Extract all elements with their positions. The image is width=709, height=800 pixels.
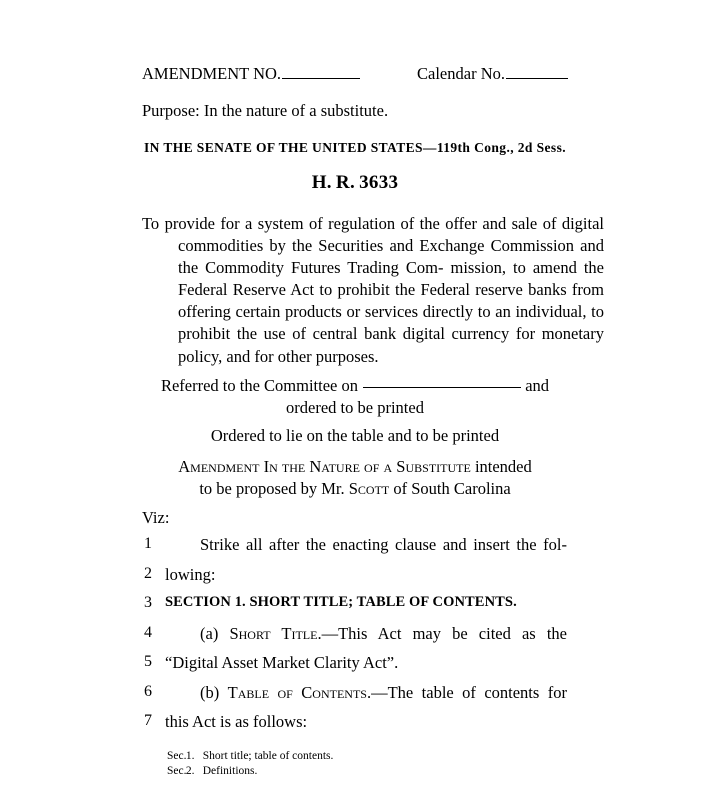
numbered-line (0, 683, 709, 713)
toc-sec-title: Definitions. (202, 764, 258, 777)
line-number: 3 (144, 594, 152, 611)
bill-number: H. R. 3633 (311, 172, 399, 193)
proposed-by-suffix: of South Carolina (389, 479, 511, 498)
subsection-caption: Short Title (229, 623, 318, 643)
numbered-line (0, 535, 709, 565)
line-number: 6 (144, 682, 152, 700)
long-title-line-3: Commission and the Commodity Futures Trading Com- (178, 236, 605, 278)
line-text: lowing: (165, 564, 216, 584)
amendment-heading-tail: intended (470, 457, 532, 476)
toc-entry (167, 764, 333, 779)
numbered-lines (0, 535, 709, 742)
proposed-by-prefix: to be proposed by Mr. (199, 479, 349, 498)
long-title-line-8: and for other purposes. (226, 346, 379, 366)
line-text: “Digital Asset Market Clarity Act”. (165, 653, 399, 672)
amendment-header-row (142, 64, 568, 84)
numbered-line (0, 624, 709, 654)
line-text: Strike all after the enacting clause and insert the fol- (200, 535, 567, 554)
referral-block (142, 375, 568, 419)
sponsor-name: Scott (348, 479, 390, 498)
line-number: 1 (144, 535, 152, 552)
toc-sec-label: Sec. (167, 764, 187, 777)
table-of-contents-preview (167, 749, 333, 778)
line-number: 2 (144, 564, 152, 582)
line-number: 5 (144, 653, 152, 670)
referred-suffix: and (525, 376, 550, 395)
amendment-substitute-heading (142, 456, 568, 500)
amendment-number-label: AMENDMENT NO. (142, 64, 282, 83)
line-number: 7 (144, 712, 152, 729)
committee-name-blank[interactable] (363, 387, 521, 388)
line-text: this Act is as follows: (165, 712, 308, 731)
viz-label: Viz: (142, 508, 170, 527)
toc-sec-number: 1. (185, 750, 195, 762)
purpose-line: Purpose: In the nature of a substitute. (142, 101, 389, 120)
toc-sec-label: Sec. (167, 750, 187, 762)
subsection-caption: Table of Contents (227, 682, 367, 702)
long-title-line-5: the Federal reserve banks from offering certain products (178, 280, 604, 322)
amendment-number-blank[interactable] (282, 78, 360, 79)
numbered-line (0, 653, 709, 683)
calendar-number-label: Calendar No. (417, 64, 505, 83)
amendment-heading-text: Amendment In the Nature of a Substitute (178, 457, 471, 476)
long-title-line-7: of central bank digital currency for monetary policy, (178, 324, 605, 366)
toc-sec-title: Short title; table of contents. (202, 750, 334, 762)
long-title (142, 213, 604, 368)
long-title-line-1: To provide for a system of regulation of the offer and sale (142, 214, 538, 233)
line-text: (a) Short Title.—This Act may be cited as the (200, 623, 567, 643)
calendar-number-field (417, 64, 568, 84)
numbered-line (0, 712, 709, 742)
ordered-printed: ordered to be printed (286, 398, 424, 417)
toc-entry (167, 749, 333, 764)
ordered-to-lie-line: Ordered to lie on the table and to be printed (210, 426, 500, 445)
chamber-session-line: IN THE SENATE OF THE UNITED STATES—119th Cong., 2d Sess. (143, 140, 566, 155)
referred-prefix: Referred to the Committee on (160, 376, 358, 395)
numbered-line (0, 565, 709, 595)
numbered-line (0, 594, 709, 624)
line-text: (b) Table of Contents.—The table of contents for (200, 682, 567, 702)
toc-sec-number: 2. (185, 764, 195, 777)
calendar-number-blank[interactable] (506, 78, 568, 79)
long-title-line-6: or services directly to an individual, to prohibit the use (178, 302, 604, 344)
long-title-line-4: mission, to amend the Federal Reserve Act to prohibit (178, 258, 604, 300)
section-heading: SECTION 1. SHORT TITLE; TABLE OF CONTENTS. (165, 594, 517, 610)
amendment-number-field (142, 64, 360, 84)
line-number: 4 (144, 623, 152, 641)
long-title-line-2: of digital commodities by the Securities and Exchange (178, 214, 605, 256)
